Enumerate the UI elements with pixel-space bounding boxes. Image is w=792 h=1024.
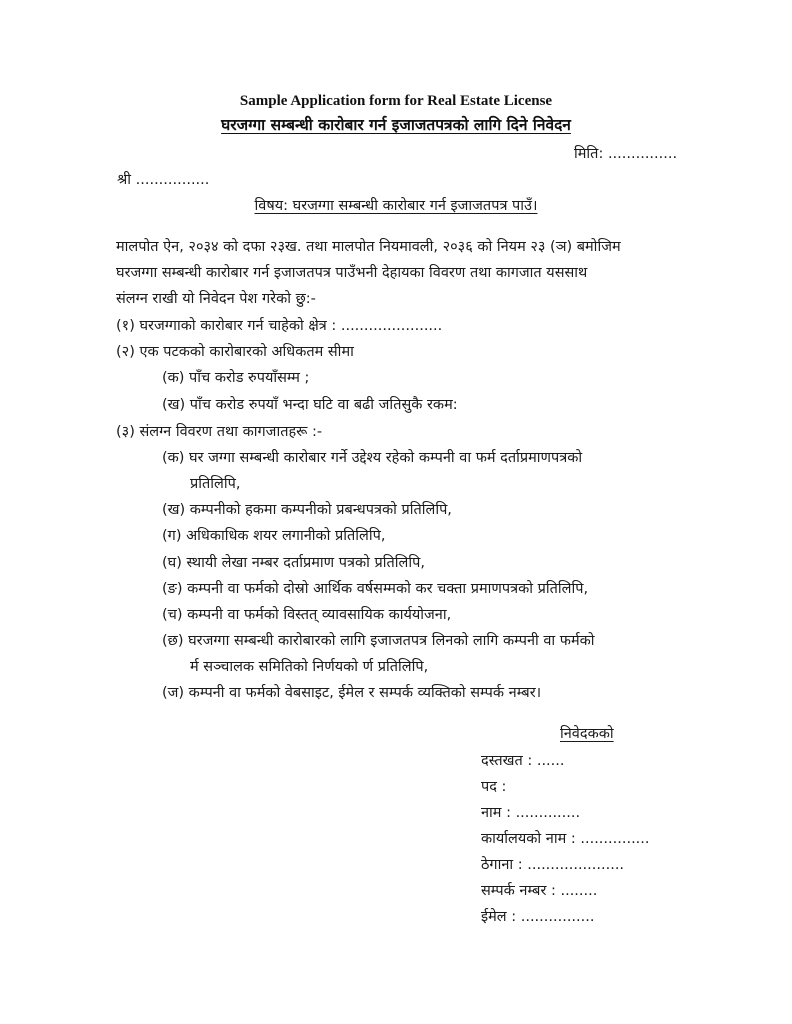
item-3c: (ग) अधिकाधिक शयर लगानीको प्रतिलिपि,: [162, 528, 386, 544]
body-line-2: घरजग्गा सम्बन्धी कारोबार गर्न इजाजतपत्र पाउँभनी देहायका विवरण तथा कागजात यससाथ: [116, 265, 588, 281]
body-line-1: मालपोत ऐन, २०३४ को दफा २३ख. तथा मालपोत नियमावली, २०३६ को नियम २३ (ञ) बमोजिम: [116, 239, 621, 255]
email-field: ईमेल : ................: [481, 909, 595, 925]
item-2-limit: (२) एक पटकको कारोबारको अधिकतम सीमा: [116, 344, 354, 360]
signature-heading-text: निवेदकको: [560, 726, 614, 742]
item-3d: (घ) स्थायी लेखा नम्बर दर्ताप्रमाण पत्रको प्रतिलिपि,: [162, 555, 425, 571]
contact-number-field: सम्पर्क नम्बर : ........: [481, 883, 598, 899]
item-3-attachments: (३) संलग्न विवरण तथा कागजातहरू :-: [116, 424, 323, 440]
name-field: नाम : ..............: [481, 805, 581, 821]
item-3a: (क) घर जग्गा सम्बन्धी कारोबार गर्ने उद्देश्य रहेको कम्पनी वा फर्म दर्ताप्रमाणपत्रको: [162, 450, 583, 466]
title-english: Sample Application form for Real Estate License: [239, 93, 553, 109]
signature-heading: [560, 723, 614, 743]
item-3b: (ख) कम्पनीको हकमा कम्पनीको प्रबन्धपत्रको प्रतिलिपि,: [162, 502, 452, 518]
addressee-field: श्री ................: [117, 172, 210, 188]
item-3a-cont: प्रतिलिपि,: [190, 476, 241, 492]
item-3g: (छ) घरजग्गा सम्बन्धी कारोबारको लागि इजाजतपत्र लिनको लागि कम्पनी वा फर्मको: [162, 633, 595, 649]
item-3h: (ज) कम्पनी वा फर्मको वेबसाइट, ईमेल र सम्पर्क व्यक्तिको सम्पर्क नम्बर।: [162, 685, 542, 701]
item-3g-cont: र्म सञ्चालक समितिको निर्णयको र्ण प्रतिलिपि,: [190, 659, 429, 675]
address-field: ठेगाना : .....................: [481, 857, 625, 873]
title-nepali: [0, 113, 792, 135]
office-name-field: कार्यालयको नाम : ...............: [481, 831, 650, 847]
item-2b: (ख) पाँच करोड रुपयाँ भन्दा घटि वा बढी जतिसुकै रकम:: [162, 397, 458, 413]
date-field: मिति: ...............: [574, 146, 678, 162]
item-2a: (क) पाँच करोड रुपयाँसम्म ;: [162, 370, 310, 386]
signature-field: दस्तखत : ......: [481, 753, 565, 769]
title-nepali-text: घरजग्गा सम्बन्धी कारोबार गर्न इजाजतपत्रको लागि दिने निवेदन: [221, 116, 571, 134]
body-line-3: संलग्न राखी यो निवेदन पेश गरेको छु:-: [116, 291, 316, 307]
position-field: पद :: [481, 779, 507, 795]
item-3e: (ङ) कम्पनी वा फर्मको दोस्रो आर्थिक वर्षसम्मको कर चक्ता प्रमाणपत्रको प्रतिलिपि,: [162, 581, 589, 597]
item-3f: (च) कम्पनी वा फर्मको विस्तत् व्यावसायिक कार्ययोजना,: [162, 607, 452, 623]
subject-line: [0, 195, 792, 215]
item-1-area: (१) घरजग्गाको कारोबार गर्न चाहेको क्षेत्र : ......................: [116, 318, 443, 334]
subject-text: विषय: घरजग्गा सम्बन्धी कारोबार गर्न इजाजतपत्र पाउँ।: [254, 198, 538, 214]
